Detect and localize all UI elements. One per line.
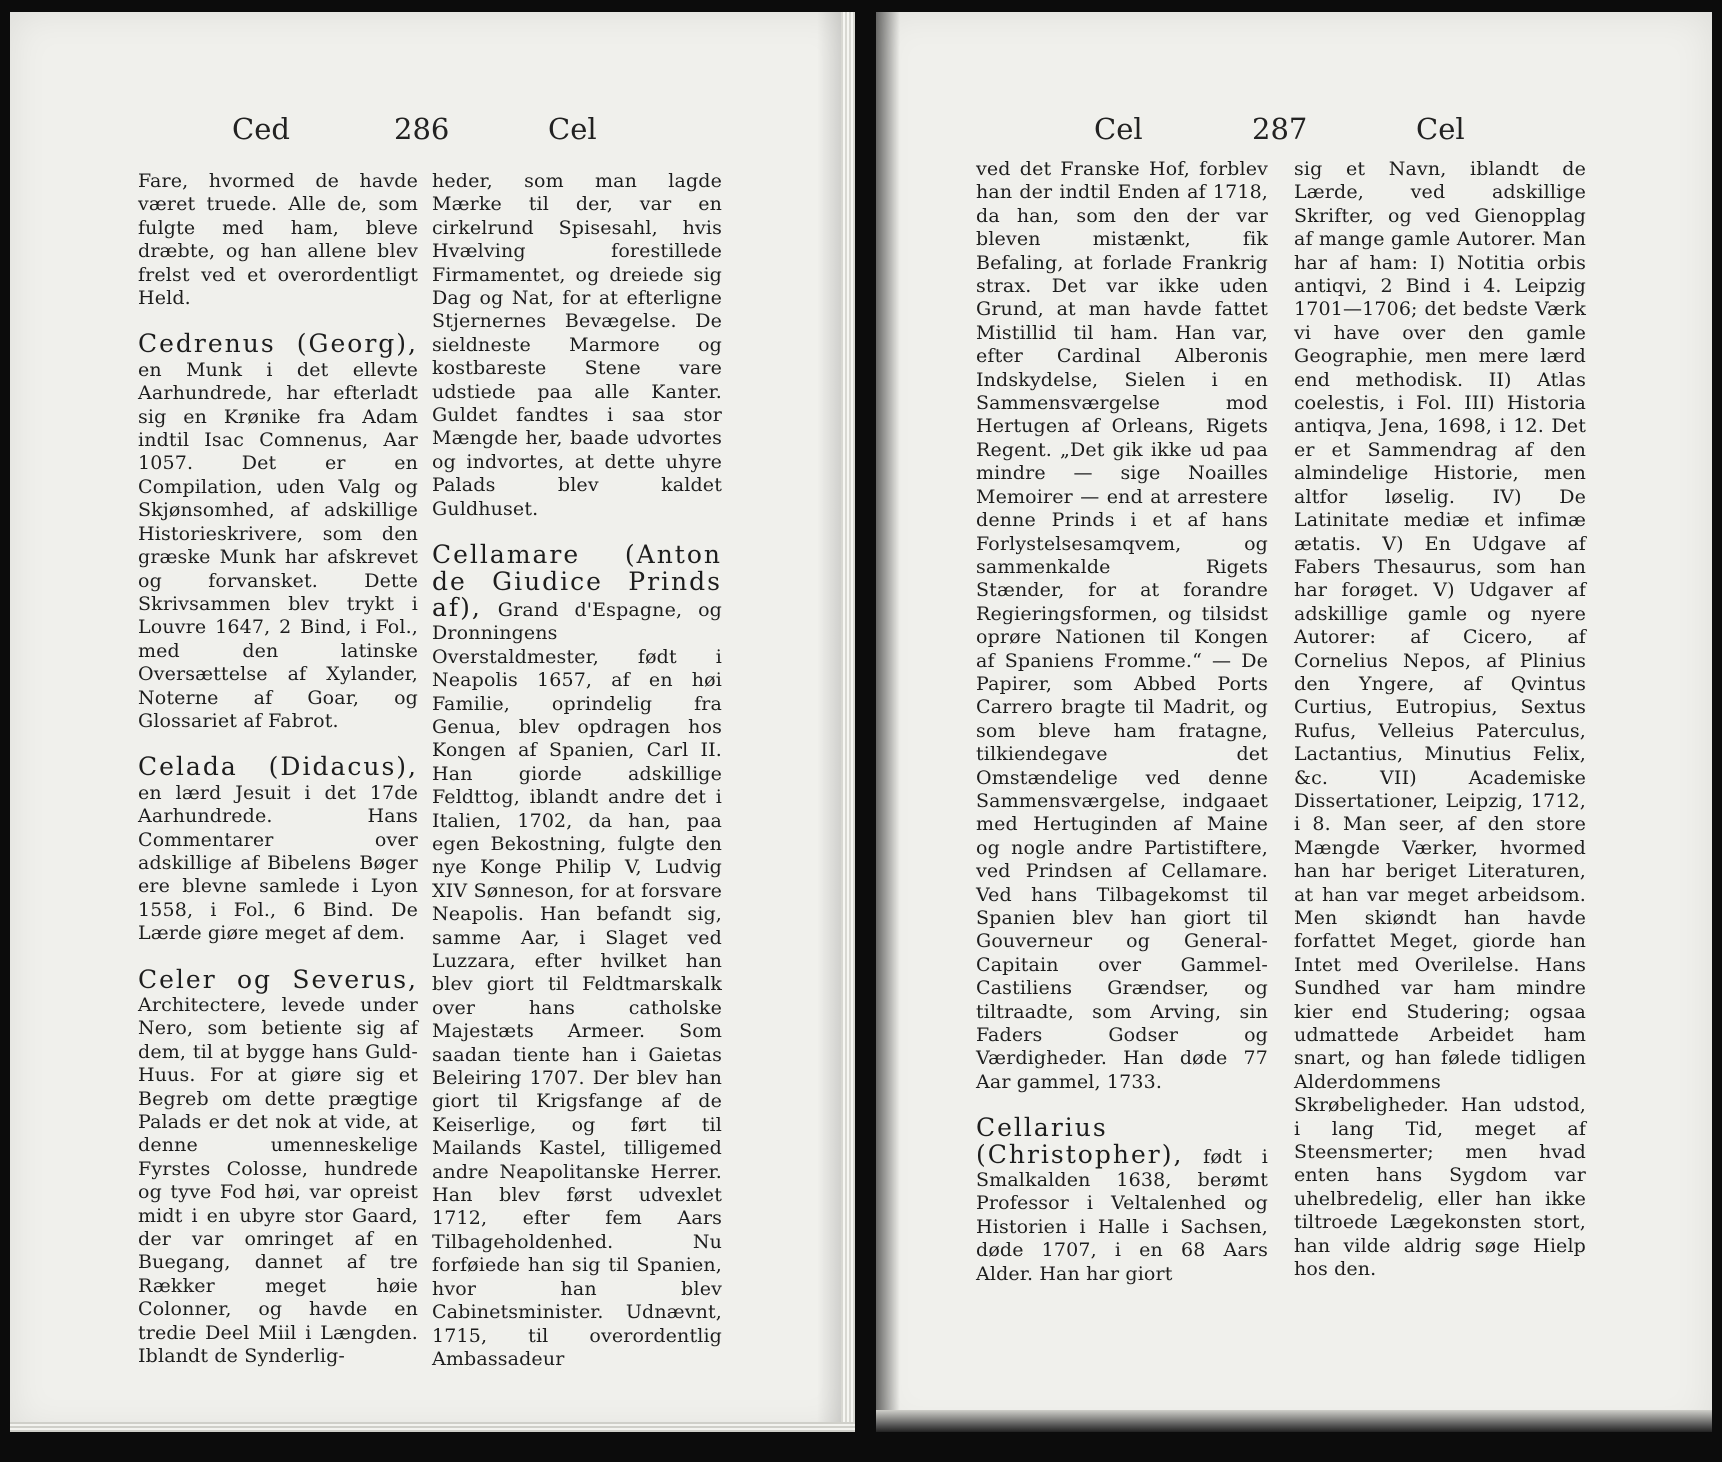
running-header [10, 112, 855, 152]
entry-celer-og-severus [138, 964, 418, 1369]
left-page [10, 12, 855, 1432]
column-2 [1294, 158, 1586, 1282]
entry-cellarius [976, 1113, 1268, 1286]
column-1 [138, 170, 418, 1369]
page-number: 287 [1252, 112, 1308, 146]
header-right-word: Cel [548, 112, 597, 146]
entry-text: en Munk i det ellevte Aarhundrede, har efterladt sig en Krønike fra Adam indtil Isac Comnenus, Aar 1057. Det er en Compilation, uden Valg og Skjønsomhed, af adskillige Historieskrivere, som den græske Munk har afskrevet og forvansket. Dette Skrivsammen blev trykt i Louvre 1647, 2 Bind, i Fol., med den latinske Oversættelse af Xylander, Noterne af Goar, og Glossariet af Fabrot. [138, 358, 418, 732]
header-left-word: Cel [1094, 112, 1143, 146]
entry-heading: Cedrenus (Georg), [138, 329, 418, 359]
column-2 [432, 170, 722, 1371]
entry-heading: Celer og Severus, [138, 964, 418, 994]
entry-heading: Cellarius (Christopher), [976, 1113, 1184, 1169]
entry-text: født i Smalkalden 1638, berømt Professor i Veltalenhed og Historien i Halle i Sachsen, døde 1707, i en 68 Aars Alder. Han har giort [976, 1145, 1268, 1285]
entry-heading: Celada (Didacus), [138, 752, 418, 782]
paragraph: ved det Franske Hof, forblev han der indtil Enden af 1718, da han, som den der var bleven mistænkt, fik Befaling, at forlade Frankrig strax. Det var ikke uden Grund, at man havde fattet Mistillid til ham. Han var, efter Cardinal Alberonis Indskydelse, Sielen i en Sammensværgelse mod Hertugen af Orleans, Rigets Regent. „Det gik ikke ud paa mindre — sige Noailles Memoirer — end at arrestere denne Prinds i et af hans Forlystelsesamqvem, og sammenkalde Rigets Stænder, for at forandre Regieringsformen, og tilsidst oprøre Nationen til Kongen af Spaniens Fromme.“ — De Papirer, som Abbed Ports Carrero bragte til Madrit, og som bleve ham fratagne, tilkiendegave det Omstændelige ved denne Sammensværgelse, indgaaet med Hertuginden af Maine og nogle andre Partistiftere, ved Prindsen af Cellamare. Ved hans Tilbagekomst til Spanien blev han giort til Gouverneur og General-Capitain over Gammel-Castiliens Grændser, og tiltraadte, som Arving, sin Faders Godser og Værdigheder. Han døde 77 Aar gammel, 1733. [976, 158, 1268, 1093]
column-1 [976, 158, 1268, 1286]
entry-text: Grand d'Espagne, og Dronningens Overstaldmester, født i Neapolis 1657, af en høi Familie, oprindelig fra Genua, blev opdragen hos Kongen af Spanien, Carl II. Han giorde adskillige Feldttog, iblandt andre det i Italien, 1702, da han, paa egen Bekostning, fulgte den nye Konge Philip V, Ludvig XIV Sønneson, for at forsvare Neapolis. Han befandt sig, samme Aar, i Slaget ved Luzzara, efter hvilket han blev giort til Feldtmarskalk over hans catholske Majestæts Armeer. Som saadan tiente han i Gaietas Beleiring 1707. Der blev han giort til Krigsfange af de Keiserlige, og ført til Mailands Kastel, tilligemed andre Neapolitanske Herrer. Han blev først udvexlet 1712, efter fem Aars Tilbageholdenhed. Nu forføiede han sig til Spanien, hvor han blev Cabinetsminister. Udnævnt, 1715, til overordentlig Ambassadeur [432, 598, 722, 1370]
entry-text: Architectere, levede under Nero, som betiente sig af dem, til at bygge hans Guld-Huus. For at giøre sig et Begreb om dette prægtige Palads er det nok at vide, at denne umenneskelige Fyrstes Colosse, hundrede og tyve Fod høi, var opreist midt i en ubyre stor Gaard, der var omringet af en Buegang, dannet af tre Rækker meget høie Colonner, og havde en tredie Deel Miil i Længden. Iblandt de Synderlig- [138, 994, 418, 1368]
entry-cellamare [432, 540, 722, 1371]
spine-shadow [876, 12, 900, 1432]
entry-cedrenus [138, 329, 418, 733]
entry-text: en lærd Jesuit i det 17de Aarhundrede. Hans Commentarer over adskillige af Bibelens Bøger ere blevne samlede i Lyon 1558, i Fol., 6 Bind. De Lærde giøre meget af dem. [138, 781, 418, 945]
paragraph: sig et Navn, iblandt de Lærde, ved adskillige Skrifter, og ved Gienopplag af mange gamle Autorer. Man har af ham: I) Notitia orbis antiqvi, 2 Bind i 4. Leipzig 1701—1706; det bedste Værk vi have over den gamle Geographie, men mere lærd end methodisk. II) Atlas coelestis, i Fol. III) Historia antiqva, Jena, 1698, i 12. Det er et Sammendrag af den almindelige Historie, men altfor løselig. IV) De Latinitate mediæ et infimæ ætatis. V) En Udgave af Fabers Thesaurus, som han har forøget. V) Udgaver af adskillige gamle og nyere Autorer: af Cicero, af Cornelius Nepos, af Plinius den Yngere, af Qvintus Curtius, Eutropius, Sextus Rufus, Velleius Paterculus, Lactantius, Minutius Felix, &c. VII) Academiske Dissertationer, Leipzig, 1712, i 8. Man seer, af den store Mængde Værker, hvormed han har beriget Literaturen, at han var meget arbeidsom. Men skiøndt han havde forfattet Meget, giorde han Intet med Overilelse. Hans Sundhed var ham mindre kier end Studering; ogsaa udmattede Arbeidet ham snart, og han følede tidligen Alderdommens Skrøbeligheder. Han udstod, i lang Tid, meget af Steensmerter; men hvad enten hans Sygdom var uhelbredelig, eller han ikke tiltroede Lægekonsten stort, han vilde aldrig søge Hielp hos den. [1294, 158, 1586, 1281]
paragraph: Fare, hvormed de havde været truede. Alle de, som fulgte med ham, bleve dræbte, og han allene blev frelst ved et overordentligt Held. [138, 170, 418, 310]
page-edges [841, 12, 855, 1432]
running-header [876, 112, 1712, 152]
page-edges-bottom [10, 1422, 855, 1432]
right-page [876, 12, 1712, 1432]
paragraph: heder, som man lagde Mærke til der, var en cirkelrund Spisesahl, hvis Hvælving forestillede Firmamentet, og dreiede sig Dag og Nat, for at efterligne Stjernernes Bevægelse. De sieldneste Marmore og kostbareste Stene vare udstiede paa alle Kanter. Guldet fandtes i saa stor Mængde her, baade udvortes og indvortes, at dette uhyre Palads blev kaldet Guldhuset. [432, 170, 722, 520]
header-right-word: Cel [1416, 112, 1465, 146]
entry-heading: Cellamare (Anton de Giudice Prinds af), [432, 540, 722, 622]
page-edges-bottom [876, 1410, 1712, 1432]
header-left-word: Ced [232, 112, 290, 146]
entry-celada [138, 752, 418, 945]
page-number: 286 [394, 112, 450, 146]
